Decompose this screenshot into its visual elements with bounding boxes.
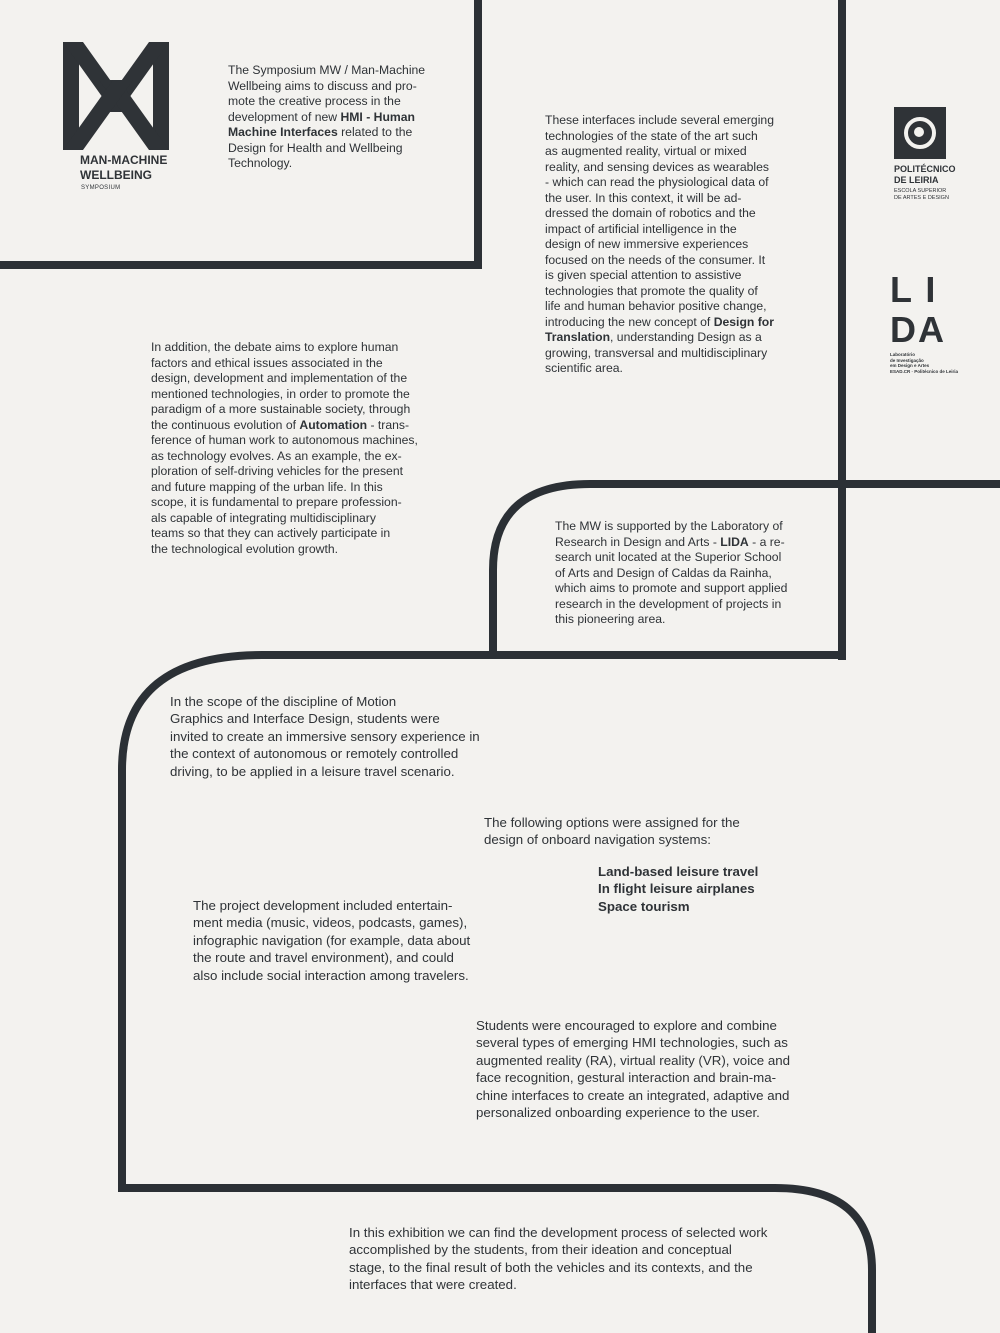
options-list — [598, 863, 758, 915]
option-item: Land-based leisure travel — [598, 864, 759, 879]
options-text: The following options were assigned for the design of onboard navigation systems: — [484, 815, 740, 848]
option-item: In flight leisure airplanes — [598, 881, 755, 897]
scope-text: In the scope of the discipline of Motion Graphics and Interface Design, students were invited to create an immersive sensory experience in the context of autonomous or remotely controlled driving, to be applied in a leisure travel scenario. — [170, 694, 480, 779]
intro-text: The Symposium MW / Man-Machine Wellbeing aims to discuss and pro- mote the creative process in the development of new HMI - Human Machine Interfaces related to the Design for Health and Wellbeing Technology. — [228, 63, 426, 170]
option-item: Space tourism — [598, 898, 690, 914]
students-text: Students were encouraged to explore and combine several types of emerging HMI technologies, such as augmented reality (RA), virtual reality (VR), voice and face recognition, gestural interaction and brain-ma- chine interfaces to create an integrated, adaptive and personalized onboarding experience to the user. — [476, 1018, 791, 1121]
logo-subtitle: SYMPOSIUM — [81, 185, 121, 191]
logo-title: MAN-MACHINE WELLBEING — [80, 153, 168, 182]
politecnico-leiria-logo: POLITÉCNICO DE LEIRIA ESCOLA SUPERIOR DE ARTES E DESIGN — [894, 107, 956, 202]
lida-logo: L I DA Laboratório de Investigação em Design e Artes ESAD.CR · Politécnico de Leiria — [890, 269, 959, 374]
politecnico-eye-icon — [894, 107, 946, 159]
exhibition-text: In this exhibition we can find the development process of selected work accomplished by the students, from their ideation and conceptual stage, to the final result of both the vehicles and its contexts, and the interfaces that were created. — [349, 1225, 768, 1293]
interfaces-text: These interfaces include several emerging technologies of the state of the art such as augmented reality, virtual or mixed reality, and sensing devices as wearables - which can read the physiological data of the user. In this context, it will be ad- dressed the domain of robotics and the impact of artificial intelligence in the design of new immersive experiences focused on the needs of the consumer. It is given special attention to assistive technologies that promote the quality of life and human behavior positive change, introducing the new concept of Design for Translation, understanding Design as a growing, transversal and multidisciplinary scientific area. — [545, 113, 774, 375]
mw-logo-mark — [63, 42, 169, 150]
support-text: The MW is supported by the Laboratory of Research in Design and Arts - LIDA - a re- search unit located at the Superior School of Arts and Design of Caldas da Rainha, which aims to promote and support applied research in the development of projects in this pioneering area. — [555, 519, 788, 626]
debate-text: In addition, the debate aims to explore human factors and ethical issues associated in the design, development and implementation of the mentioned technologies, in order to promote the paradigm of a more sustainable society, through the continuous evolution of Automation - trans- ference of human work to autonomous machines, as technology evolves. As an example, the ex- ploration of self-driving vehicles for the present and future mapping of the urban life. In this scope, it is fundamental to prepare profession- als capable of integrating multidisciplinary teams so that they can actively participate in the technological evolution growth. — [151, 340, 418, 556]
project-text: The project development included entertain- ment media (music, videos, podcasts, games), infographic navigation (for example, data about the route and travel environment), and could also include social interaction among travelers. — [193, 898, 471, 983]
